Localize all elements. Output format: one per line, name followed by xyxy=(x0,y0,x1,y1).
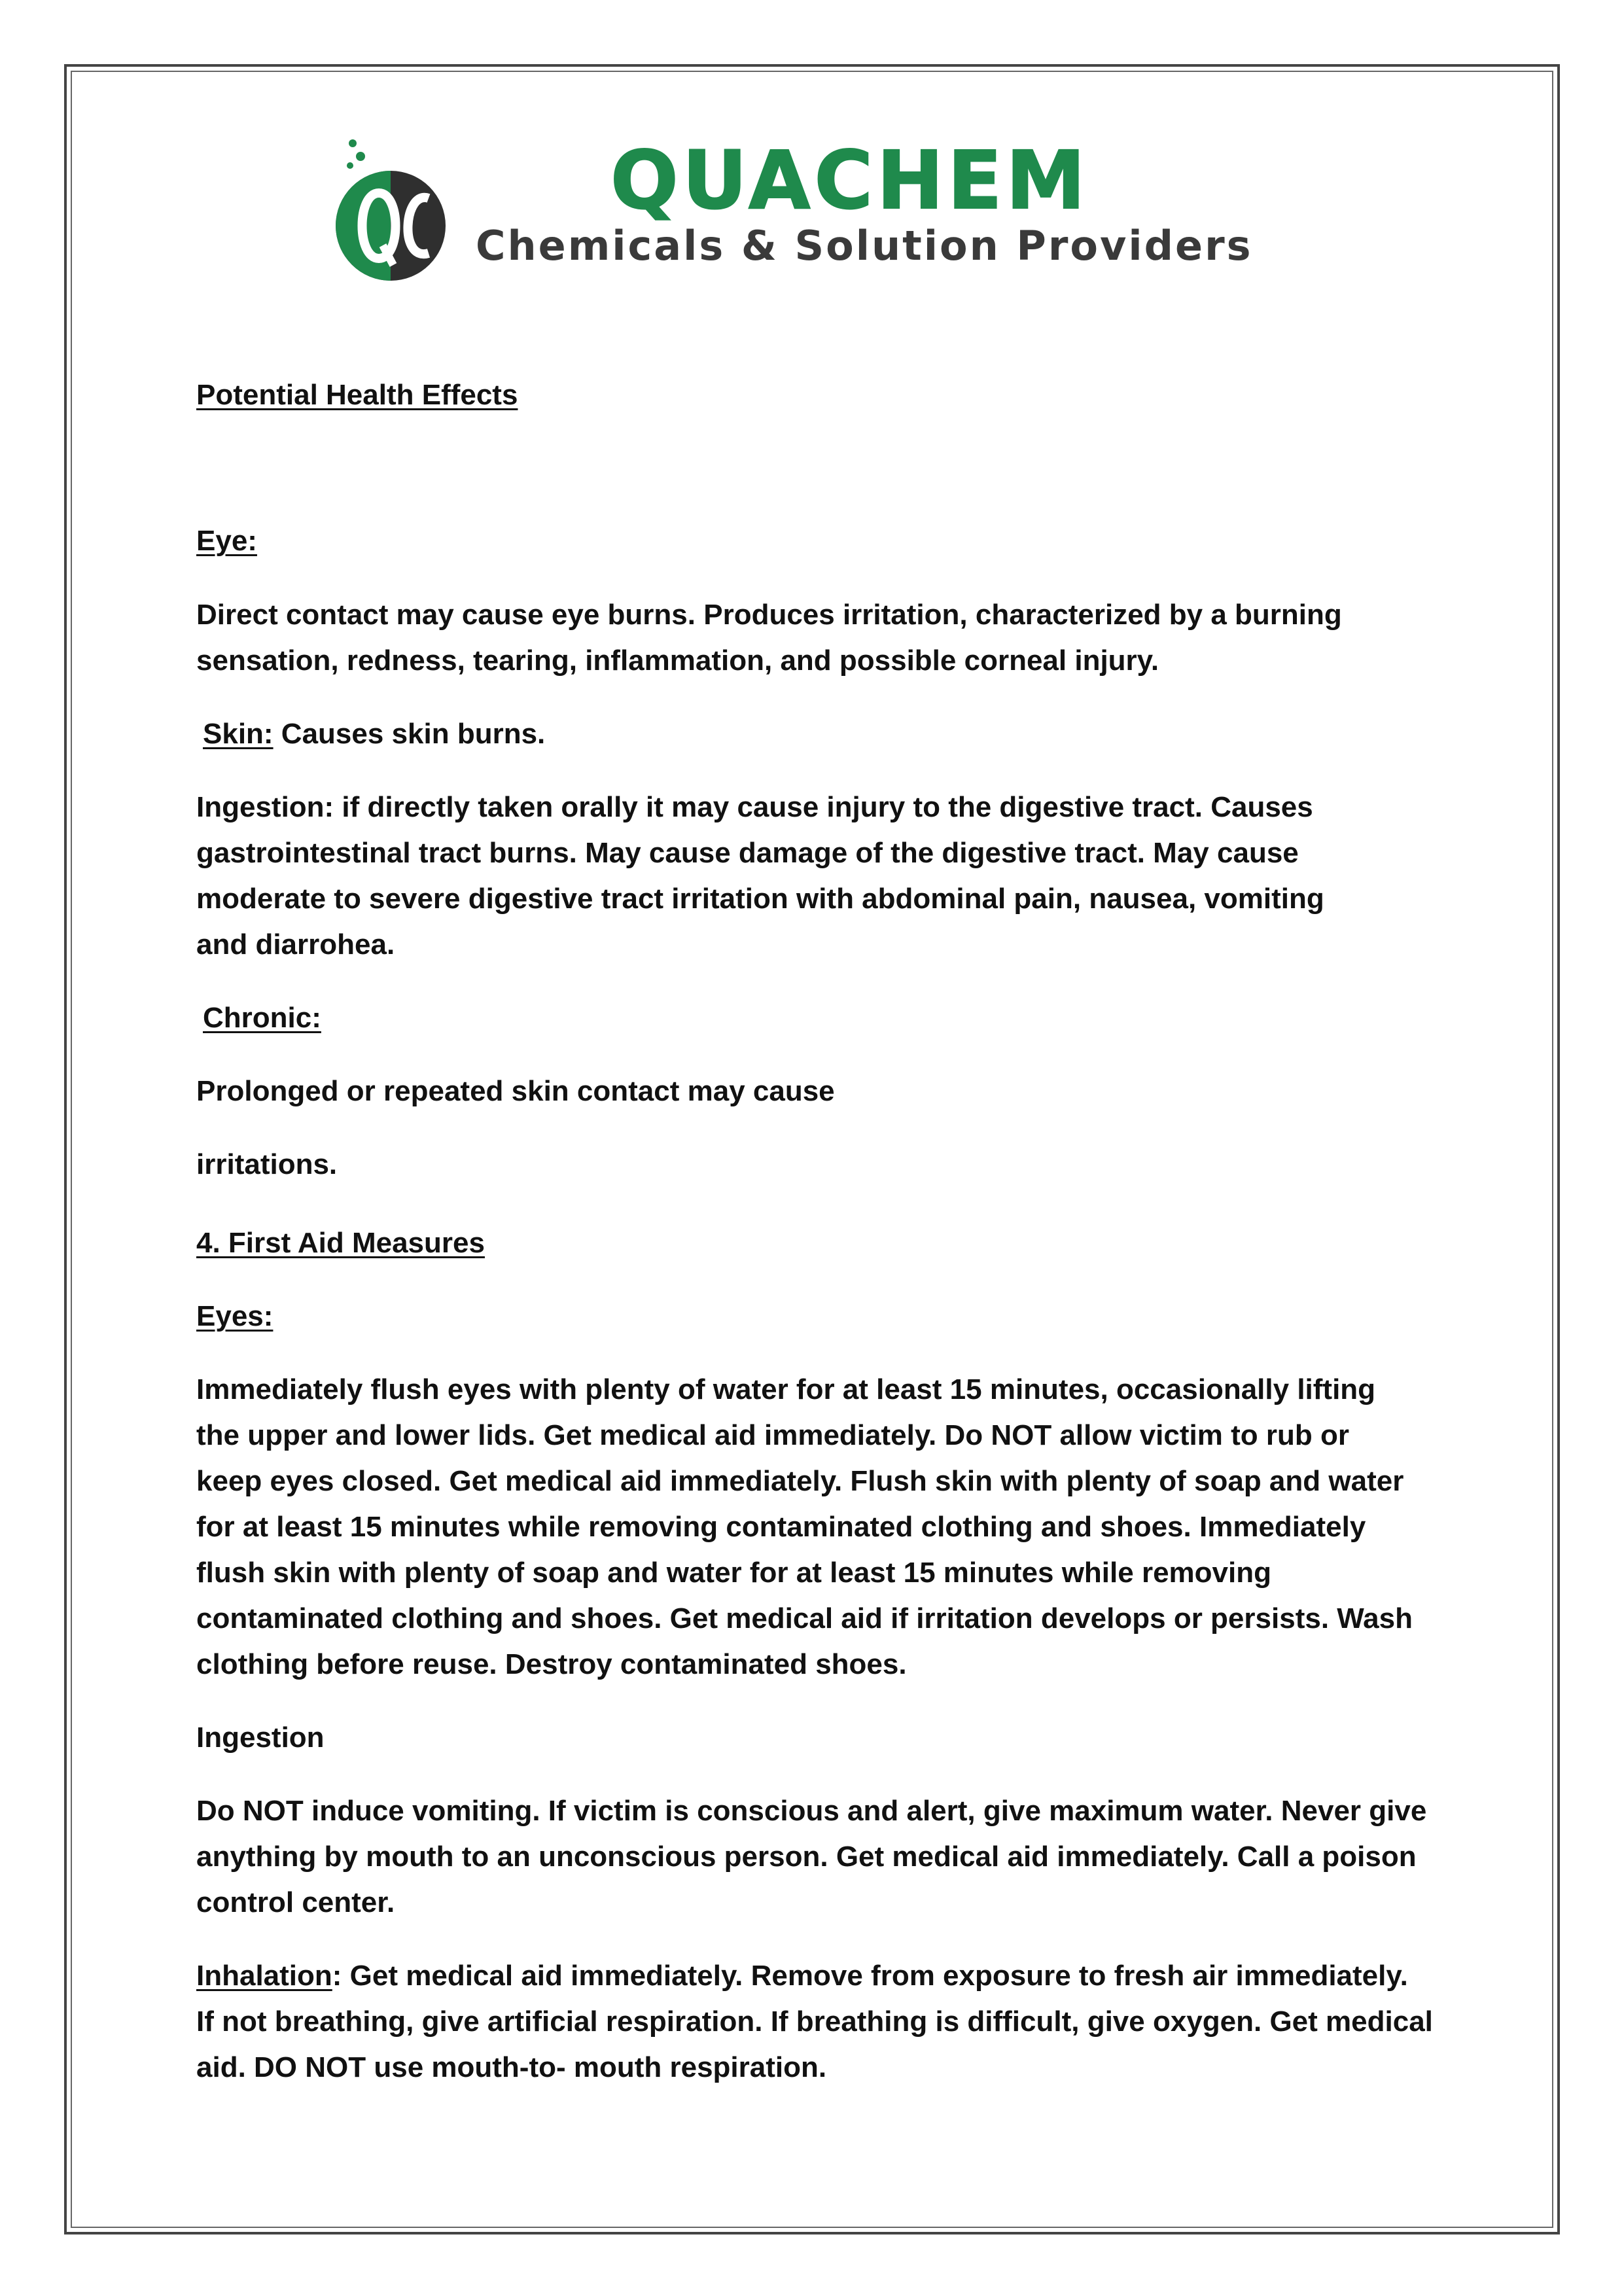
eyes-text-line: flush skin with plenty of soap and water for at least 15 minutes while removing xyxy=(196,1557,1271,1589)
chronic-heading: Chronic: xyxy=(203,1002,321,1034)
ingestion-text-line: gastrointestinal tract burns. May cause damage of the digestive tract. May cause xyxy=(196,837,1299,869)
eyes-text-line: clothing before reuse. Destroy contaminated shoes. xyxy=(196,1648,907,1680)
eyes-text-line: Immediately flush eyes with plenty of water for at least 15 minutes, occasionally lifting xyxy=(196,1373,1376,1405)
inhalation-paragraph xyxy=(196,1962,1408,1990)
section-title: Potential Health Effects xyxy=(196,379,518,411)
ingestion-aid-line: anything by mouth to an unconscious person. Get medical aid immediately. Call a poison xyxy=(196,1841,1417,1873)
ingestion-aid-line: Do NOT induce vomiting. If victim is conscious and alert, give maximum water. Never give xyxy=(196,1795,1427,1827)
first-aid-heading: 4. First Aid Measures xyxy=(196,1227,485,1259)
skin-paragraph xyxy=(203,720,545,749)
eyes-heading: Eyes: xyxy=(196,1300,274,1332)
brand-name: QUACHEM xyxy=(610,134,1089,227)
eye-text-line: Direct contact may cause eye burns. Produces irritation, characterized by a burning xyxy=(196,599,1342,631)
chronic-text-line: irritations. xyxy=(196,1148,338,1180)
eyes-text-line: keep eyes closed. Get medical aid immediately. Flush skin with plenty of soap and water xyxy=(196,1465,1404,1497)
eye-heading: Eye: xyxy=(196,525,257,557)
ingestion-heading: Ingestion xyxy=(196,1722,325,1754)
inhalation-text-line: If not breathing, give artificial respiration. If breathing is difficult, give oxygen. Get medical xyxy=(196,2005,1433,2038)
ingestion-text-line: Ingestion: if directly taken orally it may cause injury to the digestive tract. Causes xyxy=(196,791,1313,823)
eye-text-line: sensation, redness, tearing, inflammation, and possible corneal injury. xyxy=(196,645,1159,677)
skin-label: Skin: xyxy=(203,718,274,750)
ingestion-text-line: moderate to severe digestive tract irritation with abdominal pain, nausea, vomiting xyxy=(196,883,1324,915)
inhalation-label: Inhalation xyxy=(196,1960,332,1992)
brand-tagline: Chemicals & Solution Providers xyxy=(476,222,1253,270)
company-logo xyxy=(330,134,1260,285)
ingestion-aid-line: control center. xyxy=(196,1886,395,1918)
skin-text: Causes skin burns. xyxy=(273,718,546,750)
qc-monogram-icon xyxy=(330,134,461,285)
ingestion-text-line: and diarrohea. xyxy=(196,928,395,961)
chronic-text-line: Prolonged or repeated skin contact may cause xyxy=(196,1075,835,1107)
eyes-text-line: contaminated clothing and shoes. Get medical aid if irritation develops or persists. Wash xyxy=(196,1602,1413,1634)
eyes-text-line: the upper and lower lids. Get medical aid immediately. Do NOT allow victim to rub or xyxy=(196,1419,1349,1451)
inhalation-text: : Get medical aid immediately. Remove from exposure to fresh air immediately. xyxy=(332,1960,1408,1992)
eyes-text-line: for at least 15 minutes while removing contaminated clothing and shoes. Immediately xyxy=(196,1511,1366,1543)
inhalation-text-line: aid. DO NOT use mouth-to- mouth respiration. xyxy=(196,2051,827,2083)
